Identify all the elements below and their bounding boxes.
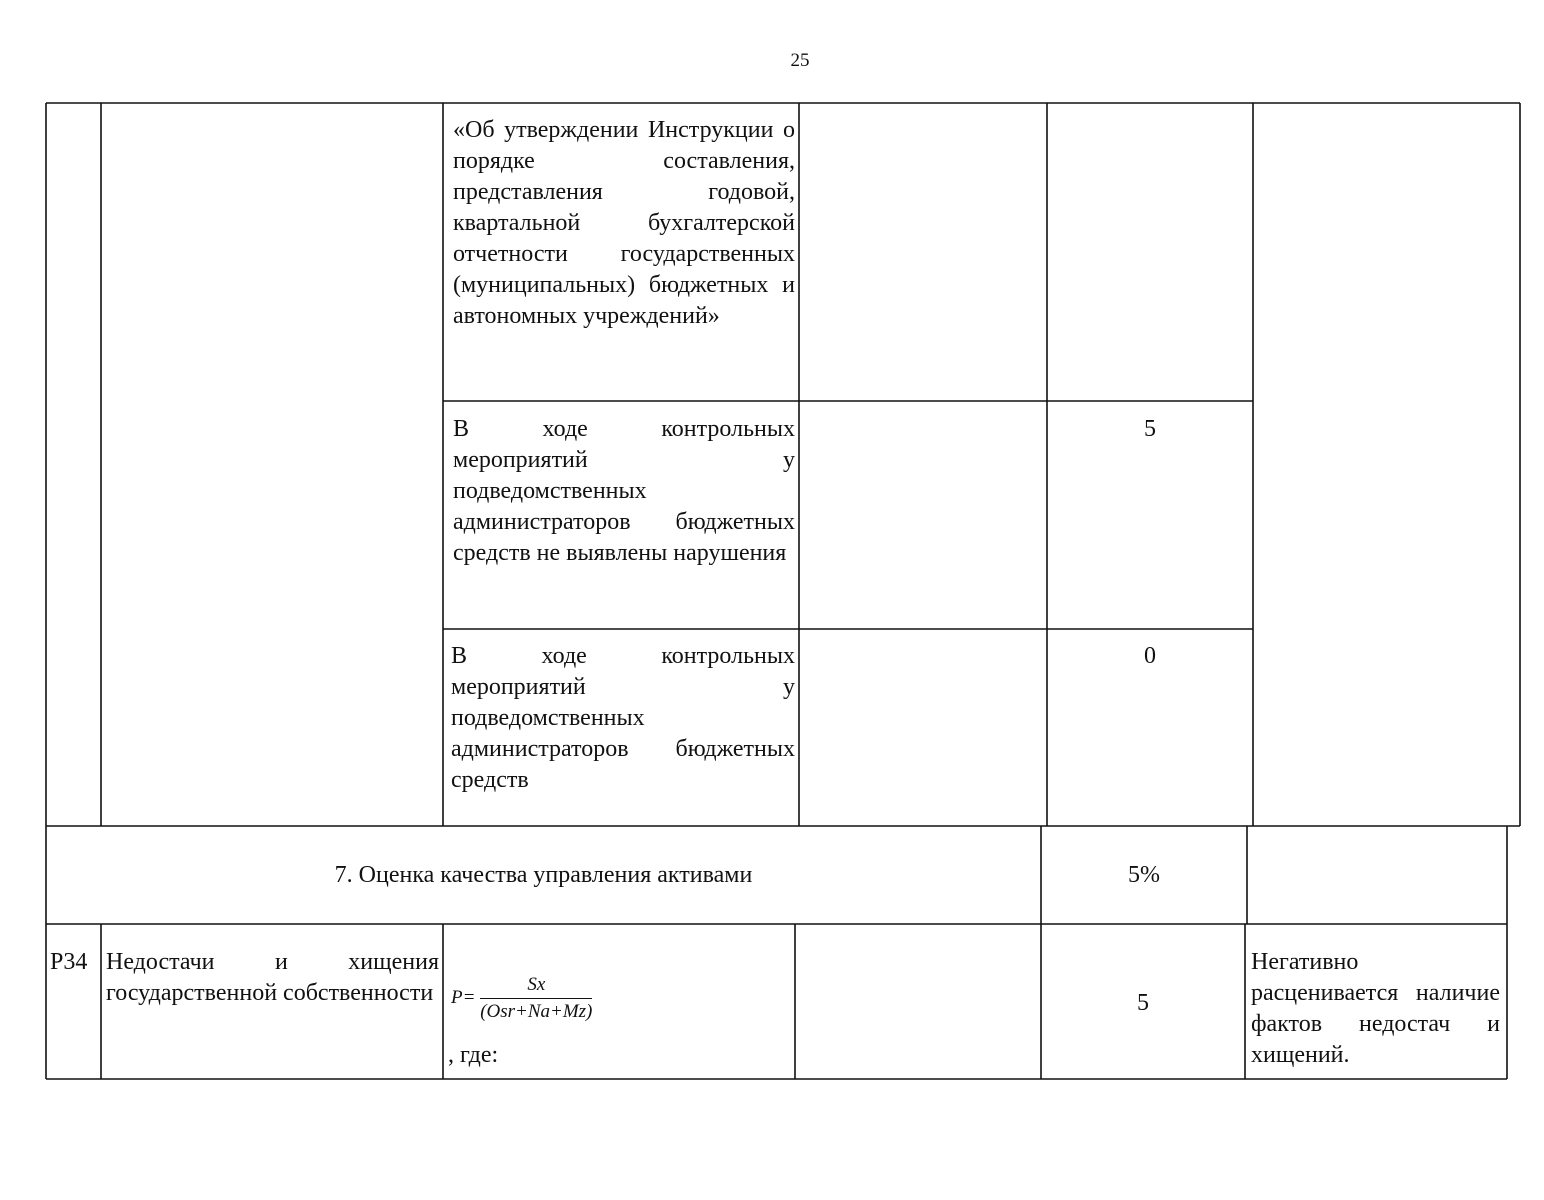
score-row-2: 5 [1144, 416, 1156, 442]
criteria-table [45, 102, 1521, 1080]
formula-numerator: Sx [480, 974, 592, 999]
page-number: 25 [790, 50, 810, 71]
criterion-formula [451, 974, 592, 1023]
section-weight: 5% [1128, 862, 1160, 888]
basis-text-row-3: В ходе контрольных мероприятий у подведомственных администраторов бюджетных средств [451, 643, 795, 793]
criterion-score: 5 [1137, 990, 1149, 1016]
criterion-comment: Негативно расценивается наличие фактов недостач и хищений. [1251, 949, 1500, 1068]
criterion-name: Недостачи и хищения государственной собственности [106, 949, 439, 1006]
formula-lhs: P= [451, 986, 476, 1008]
score-row-3: 0 [1144, 643, 1156, 669]
formula-suffix: , где: [448, 1042, 499, 1068]
section-title: 7. Оценка качества управления активами [334, 862, 753, 888]
criterion-code: P34 [50, 949, 88, 975]
formula-denominator: (Osr+Na+Mz) [480, 1001, 593, 1022]
basis-text-row-1: «Об утверждении Инструкции о порядке составления, представления годовой, квартальной бухгалтерской отчетности государственных (муниципальных) бюджетных и автономных учреждений» [453, 117, 795, 329]
basis-text-row-2: В ходе контрольных мероприятий у подведомственных администраторов бюджетных средств не выявлены нарушения [453, 416, 795, 566]
formula-fraction [480, 974, 592, 1023]
